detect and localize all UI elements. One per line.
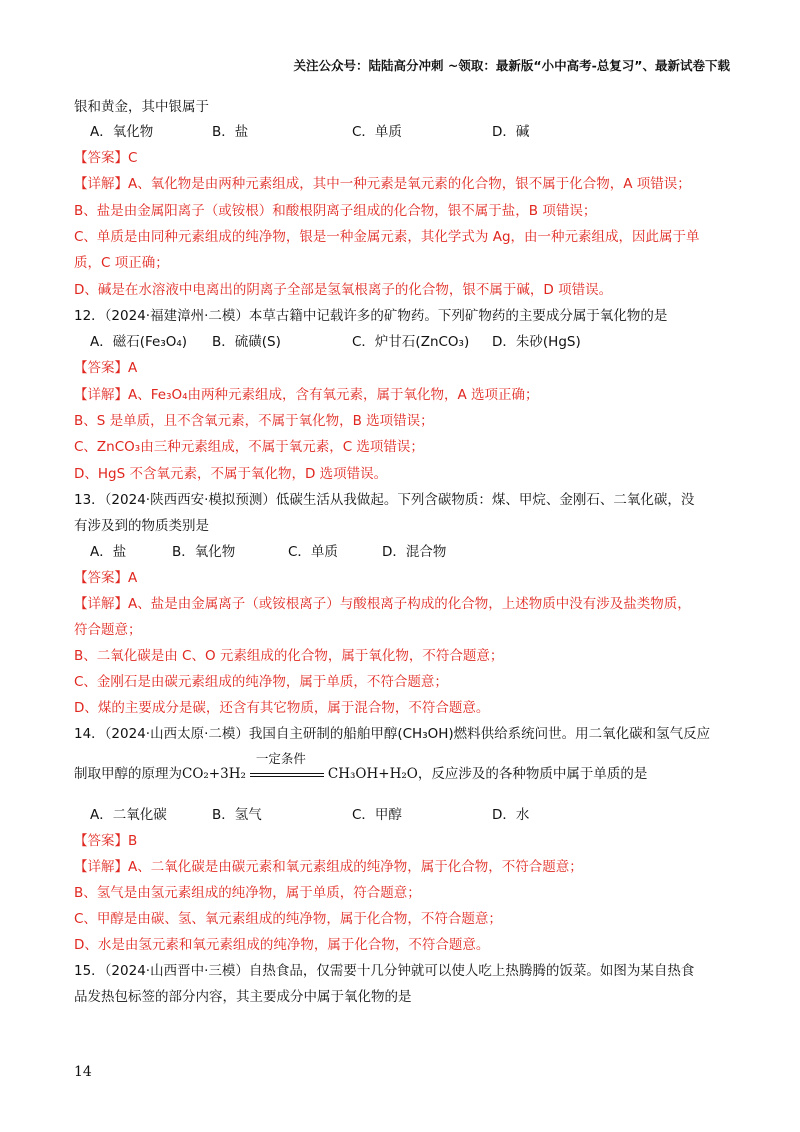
q11-option-a: A．氧化物 xyxy=(90,124,154,140)
q13-detail-line: 【详解】A、盐是由金属离子（或铵根离子）与酸根离子构成的化合物，上述物质中没有涉及盐类物质， xyxy=(74,596,691,612)
q12-detail-line: 【详解】A、Fe₃O₄由两种元素组成，含有氧元素，属于氧化物，A 选项正确； xyxy=(74,387,539,403)
q14-answer: 【答案】B xyxy=(74,833,138,849)
equation-reactants: CO₂+3H₂ xyxy=(182,766,246,782)
q11-stem-tail: 银和黄金，其中银属于 xyxy=(74,99,209,115)
q15-stem: 15．（2024·山西晋中·三模）自热食品，仅需要十几分钟就可以使人吃上热腾腾的饭菜。如图为某自热食 xyxy=(74,963,695,979)
q14-stem-prefix: 制取甲醇的原理为 xyxy=(74,766,182,782)
reaction-condition: 一定条件 xyxy=(255,750,306,766)
q12-detail-line: B、S 是单质，且不含氧元素，不属于氧化物，B 选项错误； xyxy=(74,413,434,429)
q12-detail-line: D、HgS 不含氧元素，不属于氧化物，D 选项错误。 xyxy=(74,466,388,482)
q14-detail-line: 【详解】A、二氧化碳是由碳元素和氧元素组成的纯净物，属于化合物，不符合题意； xyxy=(74,859,583,875)
q11-option-c: C．单质 xyxy=(352,124,402,140)
q13-option-b: B．氧化物 xyxy=(172,544,236,560)
q13-detail-line: 符合题意； xyxy=(74,622,142,638)
q11-option-d: D．碱 xyxy=(492,124,530,140)
q14-detail-line: D、水是由氢元素和氧元素组成的纯净物，属于化合物，不符合题意。 xyxy=(74,937,490,953)
q13-option-c: C．单质 xyxy=(288,544,338,560)
q12-option-a: A．磁石(Fe₃O₄) xyxy=(90,334,188,350)
q11-detail-line: 质，C 项正确； xyxy=(74,255,169,271)
q13-stem-cont: 有涉及到的物质类别是 xyxy=(74,518,209,534)
q14-option-c: C．甲醇 xyxy=(352,807,402,823)
q14-detail-line: B、氢气是由氢元素组成的纯净物，属于单质，符合题意； xyxy=(74,885,421,901)
q13-stem: 13．（2024·陕西西安·模拟预测）低碳生活从我做起。下列含碳物质：煤、甲烷、金刚石、二氧化碳，没 xyxy=(74,492,695,508)
q12-stem: 12．（2024·福建漳州·二模）本草古籍中记载许多的矿物药。下列矿物药的主要成分属于氧化物的是 xyxy=(74,308,668,324)
q14-detail-line: C、甲醇是由碳、氢、氧元素组成的纯净物，属于化合物，不符合题意； xyxy=(74,911,502,927)
q11-answer: 【答案】C xyxy=(74,150,138,166)
q11-detail-line: 【详解】A、氧化物是由两种元素组成，其中一种元素是氧元素的化合物，银不属于化合物，A 项错误； xyxy=(74,176,691,192)
q12-option-c: C．炉甘石(ZnCO₃) xyxy=(352,334,470,350)
q14-option-d: D．水 xyxy=(492,807,530,823)
q11-detail-line: B、盐是由金属阳离子（或铵根）和酸根阴离子组成的化合物，银不属于盐，B 项错误； xyxy=(74,203,597,219)
q13-detail-line: B、二氧化碳是由 C、O 元素组成的化合物，属于氧化物，不符合题意； xyxy=(74,648,504,664)
page-header: 关注公众号：陆陆高分冲刺 ~领取：最新版“小中高考-总复习”、最新试卷下载 xyxy=(293,58,730,73)
q14-stem: 14．（2024·山西太原·二模）我国自主研制的船舶甲醇(CH₃OH)燃料供给系统问世。用二氧化碳和氢气反应 xyxy=(74,726,711,742)
reaction-arrow xyxy=(250,750,324,785)
page-number: 14 xyxy=(74,1064,92,1080)
equation-products: CH₃OH+H₂O xyxy=(327,766,418,782)
q11-option-b: B．盐 xyxy=(212,124,249,140)
q13-detail-line: D、煤的主要成分是碳，还含有其它物质，属于混合物，不符合题意。 xyxy=(74,700,490,716)
chemical-equation xyxy=(182,750,418,785)
q12-option-b: B．硫磺(S) xyxy=(212,334,281,350)
q12-answer: 【答案】A xyxy=(74,360,138,376)
q14-stem-suffix: ，反应涉及的各种物质中属于单质的是 xyxy=(417,766,648,782)
q13-detail-line: C、金刚石是由碳元素组成的纯净物，属于单质，不符合题意； xyxy=(74,674,448,690)
q11-detail-line: D、碱是在水溶液中电离出的阴离子全部是氢氧根离子的化合物，银不属于碱，D 项错误。 xyxy=(74,282,613,298)
q14-stem-cont xyxy=(74,750,648,785)
q12-option-d: D．朱砂(HgS) xyxy=(492,334,581,350)
q14-option-b: B．氢气 xyxy=(212,807,262,823)
q15-stem-cont: 品发热包标签的部分内容，其主要成分中属于氧化物的是 xyxy=(74,989,412,1005)
q12-detail-line: C、ZnCO₃由三种元素组成，不属于氧元素，C 选项错误； xyxy=(74,439,424,455)
q13-option-a: A．盐 xyxy=(90,544,127,560)
q11-detail-line: C、单质是由同种元素组成的纯净物，银是一种金属元素，其化学式为 Ag，由一种元素组成，因此属于单 xyxy=(74,229,700,245)
q13-option-d: D．混合物 xyxy=(382,544,447,560)
q13-answer: 【答案】A xyxy=(74,570,138,586)
q14-option-a: A．二氧化碳 xyxy=(90,807,167,823)
